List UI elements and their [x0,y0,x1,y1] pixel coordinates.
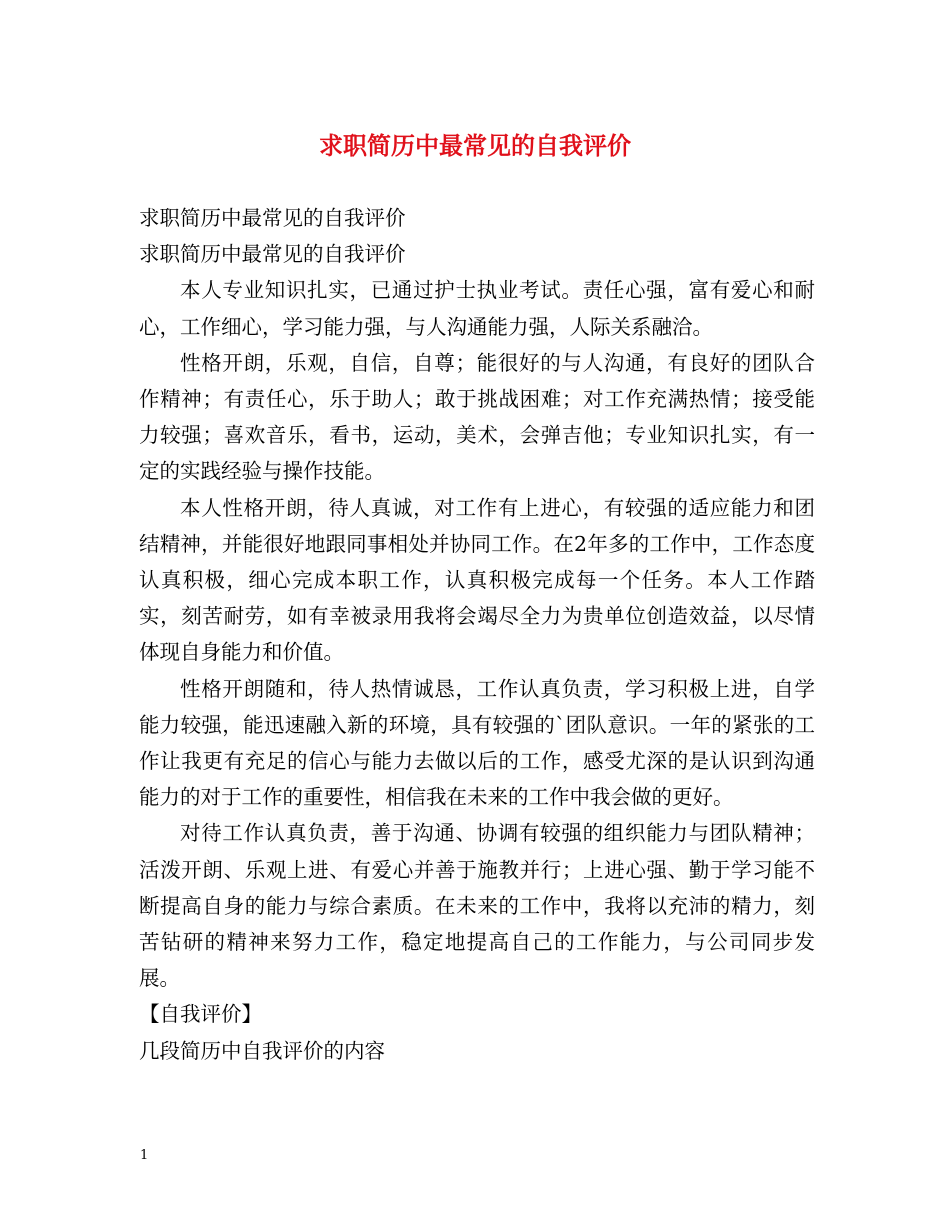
document-body [139,200,815,1069]
section-heading: 【自我评价】 [139,1002,262,1027]
paragraph-2: 性格开朗，乐观，自信，自尊；能很好的与人沟通，有良好的团队合作精神；有责任心，乐于助人；敢于挑战困难；对工作充满热情；接受能力较强；喜欢音乐，看书，运动，美术，会弹吉他；专业知识扎实，有一定的实践经验与操作技能。 [139,350,815,484]
paragraph-3: 本人性格开朗，待人真诚，对工作有上进心，有较强的适应能力和团结精神，并能很好地跟同事相处并协同工作。在2年多的工作中，工作态度认真积极，细心完成本职工作，认真积极完成每一个任务。本人工作踏实，刻苦耐劳，如有幸被录用我将会竭尽全力为贵单位创造效益，以尽情体现自身能力和价值。 [139,495,815,665]
document-title: 求职简历中最常见的自我评价 [319,131,631,160]
closing-line: 几段简历中自我评价的内容 [139,1038,385,1063]
subtitle-line-1: 求职简历中最常见的自我评价 [139,206,406,230]
page-number: 1 [140,1148,149,1163]
subtitle-line-2: 求职简历中最常见的自我评价 [139,242,406,267]
paragraph-1: 本人专业知识扎实，已通过护士执业考试。责任心强，富有爱心和耐心，工作细心，学习能力强，与人沟通能力强，人际关系融洽。 [139,278,815,339]
paragraph-4: 性格开朗随和，待人热情诚恳，工作认真负责，学习积极上进，自学能力较强，能迅速融入新的环境，具有较强的`团队意识。一年的紧张的工作让我更有充足的信心与能力去做以后的工作，感受尤深的是认识到沟通能力的对于工作的重要性，相信我在未来的工作中我会做的更好。 [139,676,815,810]
paragraph-5: 对待工作认真负责，善于沟通、协调有较强的组织能力与团队精神；活泼开朗、乐观上进、有爱心并善于施教并行；上进心强、勤于学习能不断提高自身的能力与综合素质。在未来的工作中，我将以充沛的精力，刻苦钻研的精神来努力工作，稳定地提高自己的工作能力，与公司同步发展。 [139,821,815,991]
